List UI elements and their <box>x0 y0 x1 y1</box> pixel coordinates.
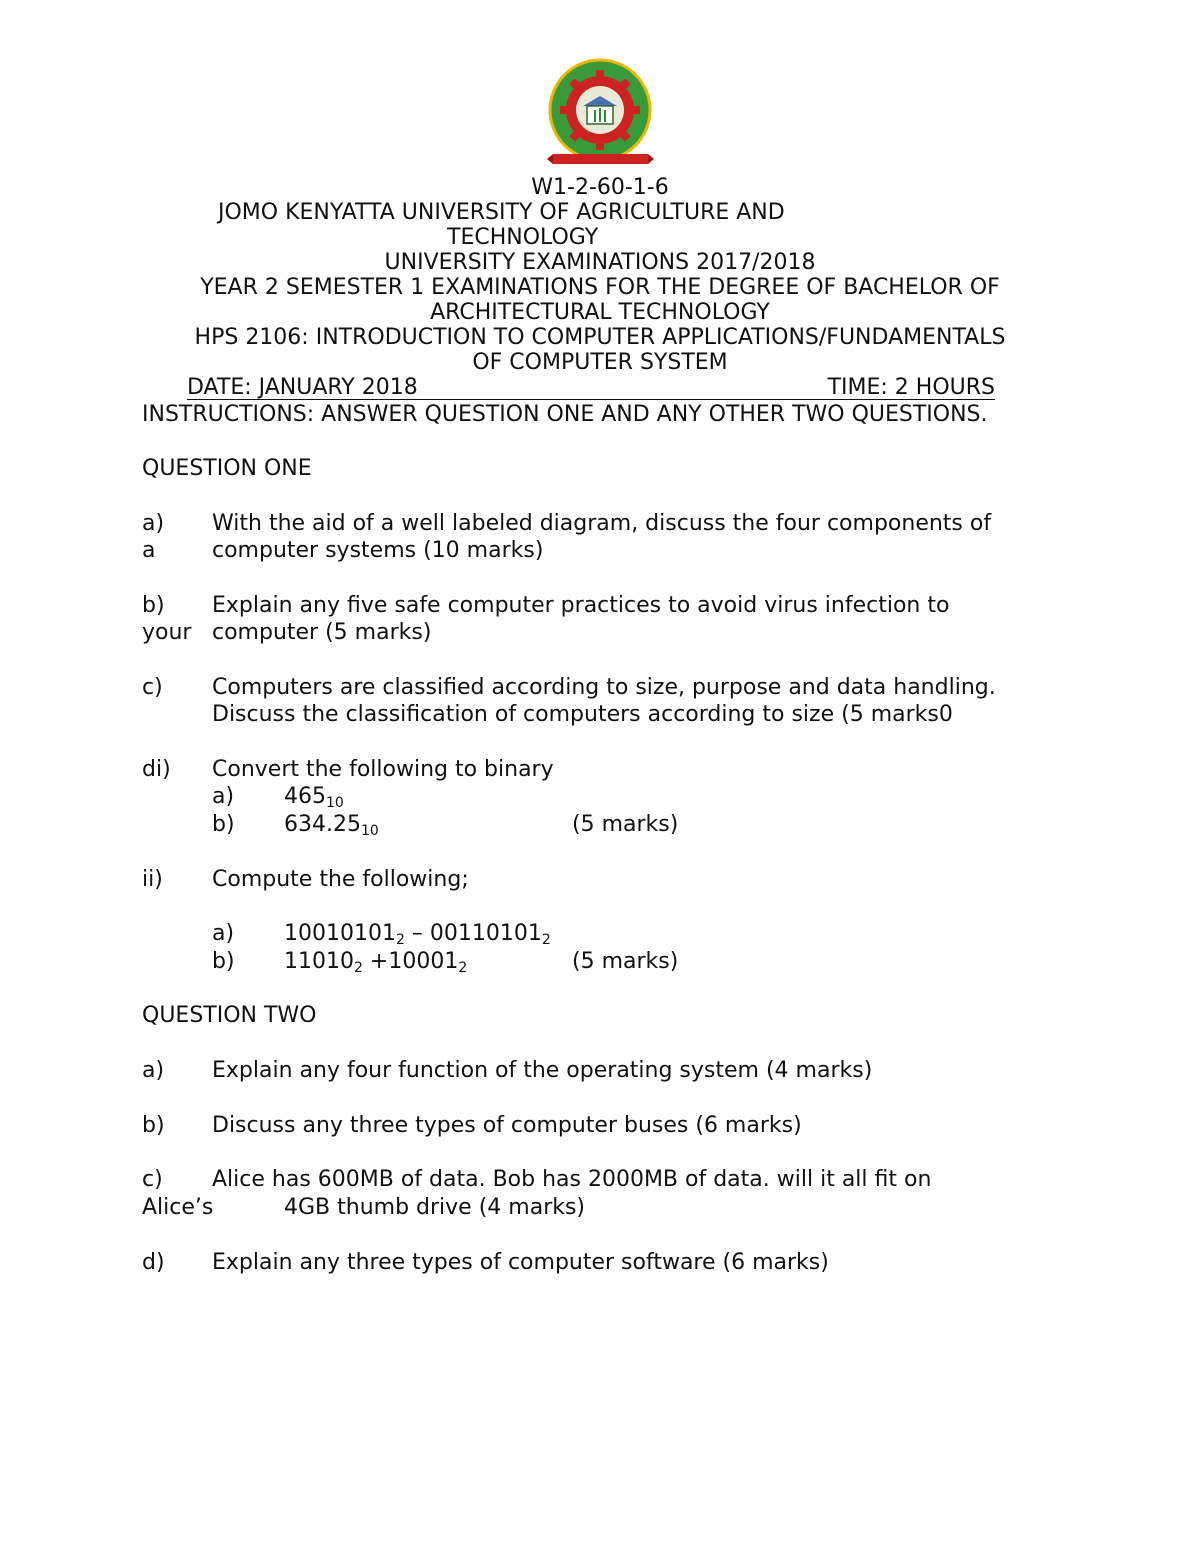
q1-ii-b-label: b) <box>212 949 235 974</box>
q1-ii-a-operator: – <box>404 921 430 946</box>
q1-ii-a-label: a) <box>212 921 235 946</box>
q1-di-b-value: 634.25 <box>284 812 361 837</box>
q1-b-label2: your <box>142 620 192 645</box>
q1-di-a-base: 10 <box>326 795 344 811</box>
q1-di-a-value: 465 <box>284 784 326 809</box>
q1-di-label: di) <box>142 757 171 782</box>
q1-di-b-expr <box>284 812 379 838</box>
q2-d-label: d) <box>142 1250 165 1275</box>
q1-di-a-expr <box>284 784 344 810</box>
university-name-line2: TECHNOLOGY <box>447 225 599 250</box>
course-line1: HPS 2106: INTRODUCTION TO COMPUTER APPLICATIONS/FUNDAMENTALS <box>194 325 1006 350</box>
q2-a-label: a) <box>142 1058 165 1083</box>
q2-a-text: Explain any four function of the operating system (4 marks) <box>212 1058 873 1083</box>
q1-ii-a-base1: 2 <box>395 932 405 948</box>
q1-b-label: b) <box>142 593 165 618</box>
q1-di-b-base: 10 <box>360 823 379 839</box>
instructions: INSTRUCTIONS: ANSWER QUESTION ONE AND ANY OTHER TWO QUESTIONS. <box>142 402 988 427</box>
exam-code: W1-2-60-1-6 <box>531 175 669 200</box>
q1-ii-a-operand1: 10010101 <box>284 921 396 946</box>
q2-c-line2: 4GB thumb drive (4 marks) <box>284 1195 586 1220</box>
q2-c-line1: Alice has 600MB of data. Bob has 2000MB of data. will it all fit on <box>212 1167 932 1192</box>
q1-a-line1: With the aid of a well labeled diagram, discuss the four components of <box>212 511 992 536</box>
q1-ii-b-operand1: 11010 <box>284 949 354 974</box>
q1-c-line1: Computers are classified according to size, purpose and data handling. <box>212 675 996 700</box>
q2-c-label: c) <box>142 1167 163 1192</box>
exam-title: UNIVERSITY EXAMINATIONS 2017/2018 <box>384 250 816 275</box>
university-seal-icon <box>543 58 658 173</box>
degree-line2: ARCHITECTURAL TECHNOLOGY <box>430 300 770 325</box>
q1-ii-b-expr <box>284 949 467 975</box>
q1-c-line2: Discuss the classification of computers according to size (5 marks0 <box>212 702 953 727</box>
q2-b-label: b) <box>142 1113 165 1138</box>
exam-date: DATE: JANUARY 2018 <box>187 375 418 400</box>
q1-di-text: Convert the following to binary <box>212 757 554 782</box>
date-time-row <box>187 375 995 400</box>
course-line2: OF COMPUTER SYSTEM <box>472 350 728 375</box>
q1-b-line2: computer (5 marks) <box>212 620 432 645</box>
q1-ii-b-operand2: 10001 <box>388 949 459 974</box>
degree-line1: YEAR 2 SEMESTER 1 EXAMINATIONS FOR THE DEGREE OF BACHELOR OF <box>200 275 1000 300</box>
q1-c-label: c) <box>142 675 163 700</box>
q1-ii-a-base2: 2 <box>541 932 551 948</box>
exam-time: TIME: 2 HOURS <box>827 375 995 400</box>
q2-b-text: Discuss any three types of computer buses (6 marks) <box>212 1113 802 1138</box>
q2-c-label2: Alice’s <box>142 1195 214 1220</box>
question-two-title: QUESTION TWO <box>142 1003 317 1028</box>
q1-ii-label: ii) <box>142 867 163 892</box>
q1-a-line2: computer systems (10 marks) <box>212 538 544 563</box>
q1-di-marks: (5 marks) <box>572 812 679 837</box>
q1-ii-text: Compute the following; <box>212 867 469 892</box>
q1-ii-a-operand2: 00110101 <box>429 921 542 946</box>
q1-di-b-label: b) <box>212 812 235 837</box>
q1-ii-b-base1: 2 <box>354 960 363 976</box>
q1-di-a-label: a) <box>212 784 235 809</box>
q1-ii-a-expr <box>284 921 551 947</box>
q1-ii-marks: (5 marks) <box>572 949 679 974</box>
question-one-title: QUESTION ONE <box>142 456 312 481</box>
q1-a-label: a) <box>142 511 165 536</box>
q1-b-line1: Explain any five safe computer practices to avoid virus infection to <box>212 593 950 618</box>
q1-ii-b-operator: + <box>362 949 389 974</box>
q1-a-label2: a <box>142 538 156 563</box>
q1-ii-b-base2: 2 <box>458 960 468 976</box>
university-name-line1: JOMO KENYATTA UNIVERSITY OF AGRICULTURE AND <box>218 200 785 225</box>
q2-d-text: Explain any three types of computer software (6 marks) <box>212 1250 829 1275</box>
